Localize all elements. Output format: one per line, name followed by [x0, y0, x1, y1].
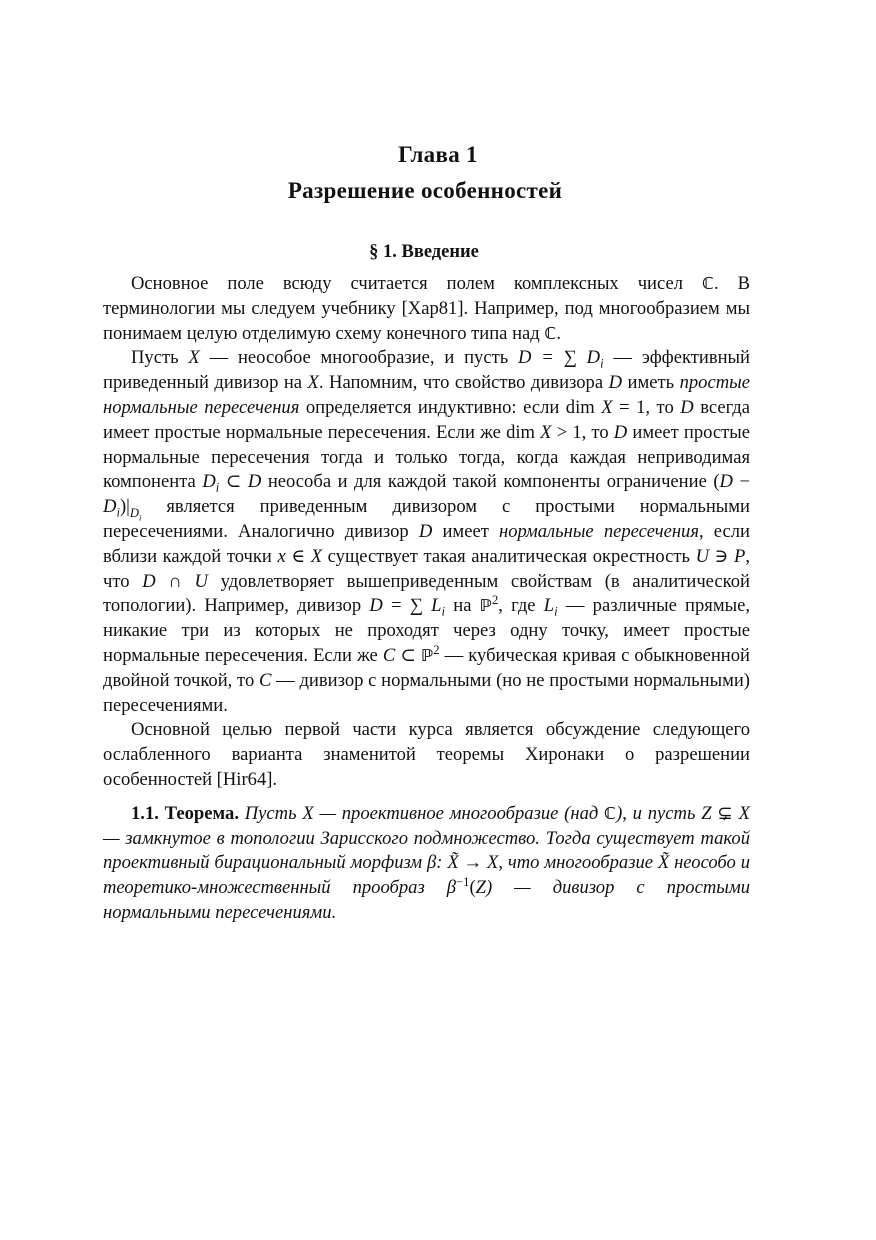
- math-var: D: [247, 471, 262, 493]
- complex-field-symbol: ℂ: [544, 323, 557, 343]
- math-var: L: [543, 595, 555, 617]
- text-span: — различные прямые, никакие три из которых не проходят через одну точку, имеет простые нормальные пересечения. Если же: [103, 595, 750, 666]
- text-span: неособо и теоретико-множественный прообраз β: [103, 852, 750, 899]
- math-var: D: [719, 471, 733, 493]
- math-var: L: [431, 595, 442, 617]
- text-span: — кубическая кривая с обыкновенной двойной точкой, то: [103, 644, 750, 691]
- text-span: , что многообразие: [498, 852, 658, 874]
- text-span: ∈: [285, 545, 311, 567]
- text-span: > 1, то: [551, 421, 614, 443]
- math-var: X: [310, 545, 323, 567]
- emphasis: нормальные пересечения: [498, 520, 699, 542]
- math-subscript: i: [441, 605, 446, 620]
- projective-space-symbol: ℙ: [420, 645, 434, 665]
- complex-field-symbol: ℂ: [604, 803, 617, 823]
- math-var: C: [382, 644, 396, 666]
- text-span: , если вблизи каждой точки: [103, 520, 750, 567]
- paragraph-1: [103, 272, 750, 346]
- text-span: )|: [119, 496, 130, 518]
- math-subscript: i: [554, 605, 558, 620]
- math-superscript: −1: [456, 874, 470, 889]
- math-var: X: [540, 421, 552, 443]
- math-var: X: [188, 347, 200, 369]
- math-superscript: 2: [433, 642, 440, 657]
- text-span: .: [556, 322, 562, 344]
- text-span: Основное поле всюду считается полем комплексных чисел: [131, 273, 702, 294]
- math-var: X: [307, 372, 319, 394]
- math-var: U: [695, 545, 710, 567]
- text-span: — замкнутое в топологии Зарисского подмножество. Тогда существует такой проективный бирациональный морфизм β:: [103, 827, 750, 874]
- math-var: P: [734, 545, 746, 567]
- chapter-number: Глава 1: [398, 142, 478, 167]
- complex-field-symbol: ℂ: [701, 274, 714, 293]
- text-span: ⊊: [711, 802, 739, 824]
- text-span: на: [445, 595, 480, 617]
- text-span: . В терминологии мы следуем учебнику [Хар81]. Например, под многообразием мы понимаем целую отделимую схему конечного типа над: [103, 273, 750, 344]
- text-span: ), и пусть: [616, 802, 702, 824]
- math-formula: D = ∑ D: [518, 347, 601, 369]
- math-var: x: [277, 545, 286, 567]
- theorem-1-1: [103, 802, 750, 926]
- text-span: определяется индуктивно: если dim: [299, 396, 602, 418]
- text-span: Пусть: [131, 347, 189, 369]
- text-span: . Напомним, что свойство дивизора: [318, 372, 609, 394]
- text-span: ∩: [155, 570, 195, 592]
- text-span: ⊂: [395, 644, 421, 666]
- math-var: D: [418, 520, 433, 542]
- math-var: Z: [475, 877, 486, 899]
- section-heading: § 1. Введение: [369, 242, 479, 262]
- text-span: →: [458, 852, 487, 874]
- math-var: Z: [701, 802, 712, 824]
- text-span: ) — дивизор с простыми нормальными пересечениями.: [103, 877, 751, 923]
- paragraph-3: Основной целью первой части курса является обсуждение следующего ослабленного варианта знаменитой теоремы Хиронаки о разрешении особенностей [Hir64].: [103, 719, 750, 790]
- theorem-label: 1.1. Теорема.: [131, 802, 239, 824]
- math-var: U: [194, 570, 208, 592]
- math-var: X̃: [657, 852, 670, 874]
- math-var: X: [601, 396, 613, 418]
- text-span: иметь: [622, 372, 680, 394]
- text-span: −: [732, 471, 750, 493]
- body-text: [103, 272, 750, 926]
- math-superscript: 2: [491, 593, 499, 608]
- text-span: является приведенным дивизором с простыми нормальными пересечениями. Аналогично дивизор: [103, 496, 750, 542]
- text-span: имеет простые нормальные пересечения тогда и только тогда, когда каждая неприводимая компонента: [103, 421, 751, 493]
- math-subscript: i: [139, 512, 142, 523]
- math-var: D: [142, 570, 156, 592]
- text-span: (: [469, 877, 476, 899]
- math-var: D: [103, 496, 117, 518]
- math-var: D: [202, 471, 216, 493]
- math-var: X: [302, 802, 314, 824]
- text-span: ∋: [709, 545, 734, 567]
- math-subscript: i: [215, 481, 220, 496]
- math-subscript: i: [600, 357, 604, 372]
- projective-space-symbol: ℙ: [479, 596, 492, 616]
- text-span: — проективное многообразие (над: [313, 802, 605, 824]
- math-var: X̃: [447, 852, 459, 874]
- text-span: — неособое многообразие, и пусть: [199, 347, 519, 369]
- math-var: D: [369, 595, 383, 617]
- text-span: неособа и для каждой такой компоненты ограничение (: [261, 471, 720, 493]
- math-var: D: [608, 372, 623, 394]
- text-span: всегда имеет простые нормальные пересечения. Если же dim: [103, 396, 751, 443]
- text-span: Пусть: [238, 802, 303, 824]
- emphasis: простые нормальные пересечения: [103, 372, 750, 418]
- paragraph-2: [103, 346, 750, 718]
- text-span: = ∑: [382, 595, 432, 617]
- text-span: , где: [498, 595, 544, 617]
- math-var: D: [129, 505, 139, 520]
- text-span: имеет: [432, 520, 499, 542]
- math-var: C: [258, 669, 272, 691]
- text-span: удовлетворяет вышеприведенным свойствам (в аналитической топологии). Например, дивизор: [103, 570, 750, 617]
- math-var: X: [486, 852, 499, 874]
- math-var: D: [613, 421, 628, 443]
- text-span: = 1, то: [612, 396, 681, 418]
- text-span: , что: [103, 545, 751, 592]
- restriction-subscript: [129, 505, 142, 523]
- text-span: — дивизор с нормальными (но не простыми нормальными) пересечениями.: [103, 669, 750, 716]
- text-span: — эффективный приведенный дивизор на: [103, 347, 750, 394]
- text-span: ⊂: [219, 471, 248, 493]
- math-subscript: i: [116, 505, 120, 520]
- math-var: X: [738, 802, 750, 824]
- text-span: существует такая аналитическая окрестность: [322, 545, 696, 567]
- math-var: D: [680, 396, 694, 418]
- chapter-title: Разрешение особенностей: [287, 178, 563, 203]
